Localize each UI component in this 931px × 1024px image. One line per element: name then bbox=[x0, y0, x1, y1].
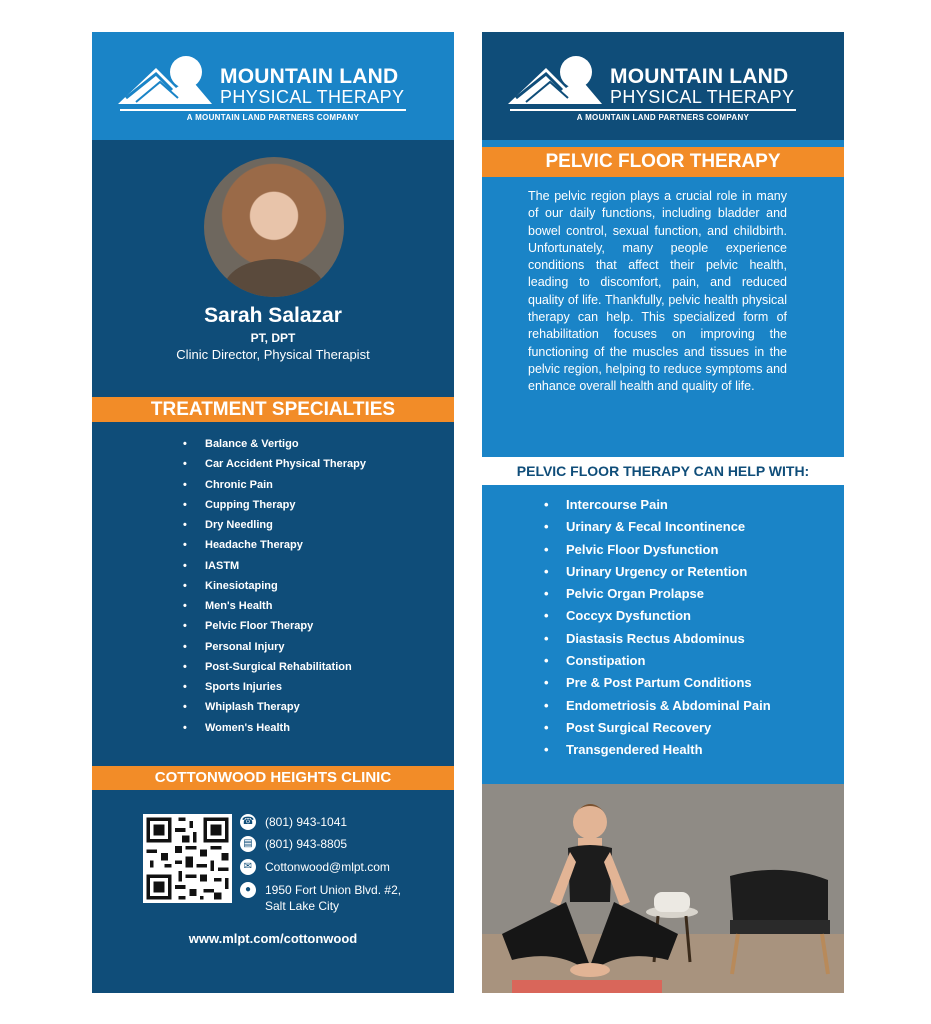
email-text: Cottonwood@mlpt.com bbox=[265, 860, 390, 874]
brand-name: MOUNTAIN LAND bbox=[610, 65, 789, 88]
list-item: • Intercourse Pain bbox=[566, 494, 771, 516]
clinic-heading: COTTONWOOD HEIGHTS CLINIC bbox=[92, 766, 454, 790]
pelvic-description: The pelvic region plays a crucial role in many of our daily functions, including bladder and bowel control, sexual function, and childbirth. Unfortunately, many people experience conditions that affect their pelvic health, leading to discomfort, pain, and reduced quality of life. Thankfully, pelvic health physical therapy can help. This specialized form of rehabilitation focuses on improving the functioning of the muscles and tissues in the pelvic region, helping to reduce symptoms and enhance overall health and quality of life. bbox=[528, 189, 787, 394]
therapist-role: Clinic Director, Physical Therapist bbox=[176, 347, 370, 362]
specialties-heading: TREATMENT SPECIALTIES bbox=[92, 397, 454, 422]
list-item: • Pre & Post Partum Conditions bbox=[566, 672, 771, 694]
list-item: • Pelvic Organ Prolapse bbox=[566, 583, 771, 605]
list-item: • Urinary Urgency or Retention bbox=[566, 561, 771, 583]
brand-tagline: A MOUNTAIN LAND PARTNERS COMPANY bbox=[576, 113, 750, 122]
address-line-2: Salt Lake City bbox=[265, 899, 340, 913]
list-item: • Coccyx Dysfunction bbox=[566, 605, 771, 627]
woman-stretching-illustration bbox=[482, 784, 844, 993]
address-line-1: 1950 Fort Union Blvd. #2, bbox=[265, 883, 402, 897]
qr-code[interactable] bbox=[143, 814, 232, 903]
list-item: • Chronic Pain bbox=[205, 475, 366, 495]
logo-rule bbox=[510, 109, 796, 111]
logo-rule bbox=[120, 109, 406, 111]
fax-icon: ▤ bbox=[240, 836, 256, 852]
list-item: • Women's Health bbox=[205, 718, 366, 738]
brand-tagline: A MOUNTAIN LAND PARTNERS COMPANY bbox=[186, 113, 360, 122]
phone-icon: ☎ bbox=[240, 814, 256, 830]
brand-subname: PHYSICAL THERAPY bbox=[610, 87, 795, 107]
exercise-photo bbox=[482, 784, 844, 993]
list-item: • Headache Therapy bbox=[205, 535, 366, 555]
list-item: • Post Surgical Recovery bbox=[566, 717, 771, 739]
logo-header bbox=[482, 32, 844, 140]
pelvic-heading: PELVIC FLOOR THERAPY bbox=[482, 147, 844, 177]
location-pin-icon: ● bbox=[240, 882, 256, 898]
list-item: • Constipation bbox=[566, 650, 771, 672]
list-item: • Car Accident Physical Therapy bbox=[205, 454, 366, 474]
right-panel bbox=[482, 32, 844, 993]
logo-header bbox=[92, 32, 454, 140]
specialties-list bbox=[205, 434, 366, 738]
list-item: • Pelvic Floor Therapy bbox=[205, 616, 366, 636]
email-icon: ✉ bbox=[240, 859, 256, 875]
list-item: • Personal Injury bbox=[205, 637, 366, 657]
list-item: • Cupping Therapy bbox=[205, 495, 366, 515]
list-item: • Whiplash Therapy bbox=[205, 697, 366, 717]
mountain-logo-icon bbox=[506, 54, 604, 106]
list-item: • Post-Surgical Rehabilitation bbox=[205, 657, 366, 677]
brand-subname: PHYSICAL THERAPY bbox=[220, 87, 405, 107]
list-item: • Kinesiotaping bbox=[205, 576, 366, 596]
website-link[interactable]: www.mlpt.com/cottonwood bbox=[188, 931, 358, 946]
left-panel bbox=[92, 32, 454, 993]
list-item: • Urinary & Fecal Incontinence bbox=[566, 516, 771, 538]
list-item: • Balance & Vertigo bbox=[205, 434, 366, 454]
list-item: • Men's Health bbox=[205, 596, 366, 616]
help-list bbox=[566, 494, 771, 762]
therapist-credentials: PT, DPT bbox=[250, 331, 296, 345]
help-heading: PELVIC FLOOR THERAPY CAN HELP WITH: bbox=[482, 457, 844, 485]
list-item: • Pelvic Floor Dysfunction bbox=[566, 539, 771, 561]
list-item: • Endometriosis & Abdominal Pain bbox=[566, 695, 771, 717]
photo-shoulders bbox=[224, 259, 324, 297]
list-item: • IASTM bbox=[205, 556, 366, 576]
list-item: • Transgendered Health bbox=[566, 739, 771, 761]
brand-name: MOUNTAIN LAND bbox=[220, 65, 399, 88]
therapist-name: Sarah Salazar bbox=[204, 304, 342, 327]
profile-photo bbox=[204, 157, 344, 297]
list-item: • Sports Injuries bbox=[205, 677, 366, 697]
list-item: • Diastasis Rectus Abdominus bbox=[566, 628, 771, 650]
mountain-logo-icon bbox=[116, 54, 214, 106]
fax-text: (801) 943-8805 bbox=[265, 837, 348, 851]
list-item: • Dry Needling bbox=[205, 515, 366, 535]
phone-text: (801) 943-1041 bbox=[265, 815, 348, 829]
